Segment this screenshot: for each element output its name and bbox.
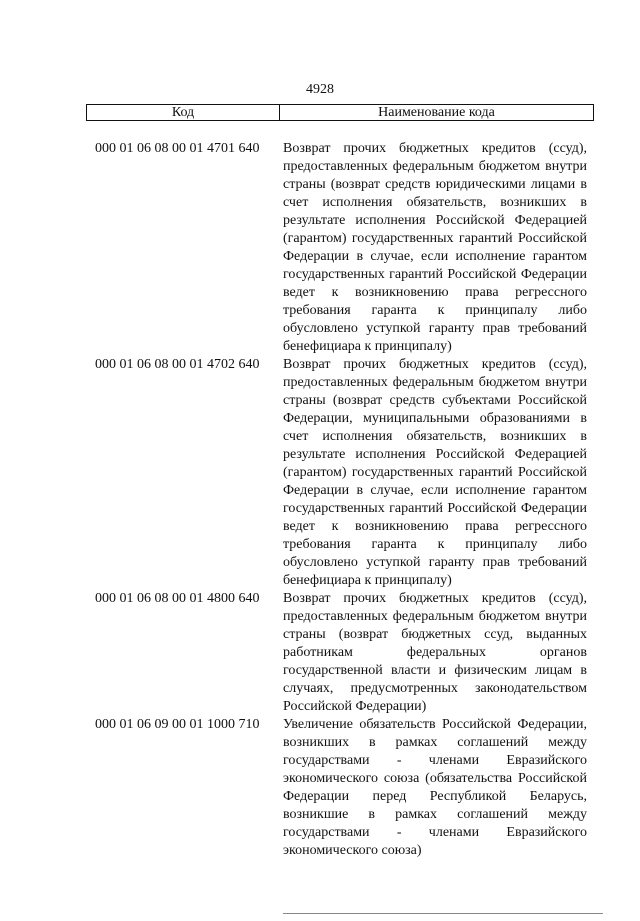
- entry-description: Возврат прочих бюджетных кредитов (ссуд), предоставленных федеральным бюджетом внутри страны (возврат средств юридическими лицами в счет исполнения обязательств, возникших в результате исполнения Российской Федерацией (гарантом) государственных гарантий Российской Федерации в случае, если исполнение гарантом государственных гарантий Российской Федерации ведет к возникновению права регрессного требования гаранта к принципалу либо обусловлено уступкой гаранту прав требований бенефициара к принципалу): [283, 141, 587, 354]
- table-row: [95, 716, 595, 860]
- table-header: [86, 104, 594, 121]
- entry-description: Увеличение обязательств Российской Федерации, возникших в рамках соглашений между государствами - членами Евразийского экономического союза (обязательства Российской Федерации перед Республикой Беларусь, возникшие в рамках соглашений между государствами - членами Евразийского экономического союза): [283, 717, 587, 858]
- bottom-divider: [283, 913, 603, 914]
- entry-code: 000 01 06 08 00 01 4701 640: [95, 141, 260, 156]
- header-code: Код: [87, 105, 280, 120]
- table-row: [95, 356, 595, 590]
- header-name: Наименование кода: [378, 105, 495, 120]
- entry-description: Возврат прочих бюджетных кредитов (ссуд), предоставленных федеральным бюджетом внутри страны (возврат средств субъектами Российской Федерации, муниципальными образованиями в счет исполнения обязательств, возникших в результате исполнения Российской Федерацией (гарантом) государственных гарантий Российской Федерации в случае, если исполнение гарантом государственных гарантий Российской Федерации ведет к возникновению права регрессного требования гаранта к принципалу либо обусловлено уступкой гаранту прав требований бенефициара к принципалу): [283, 357, 587, 588]
- entry-code: 000 01 06 08 00 01 4702 640: [95, 357, 260, 372]
- table-row: [95, 140, 595, 356]
- page-number: 4928: [306, 82, 334, 97]
- entry-code: 000 01 06 08 00 01 4800 640: [95, 591, 260, 606]
- entry-description: Возврат прочих бюджетных кредитов (ссуд), предоставленных федеральным бюджетом внутри страны (возврат бюджетных ссуд, выданных работникам федеральных органов государственной власти и физическим лицам в случаях, предусмотренных законодательством Российской Федерации): [283, 591, 587, 714]
- code-table-body: [95, 140, 595, 860]
- entry-code: 000 01 06 09 00 01 1000 710: [95, 717, 260, 732]
- table-row: [95, 590, 595, 716]
